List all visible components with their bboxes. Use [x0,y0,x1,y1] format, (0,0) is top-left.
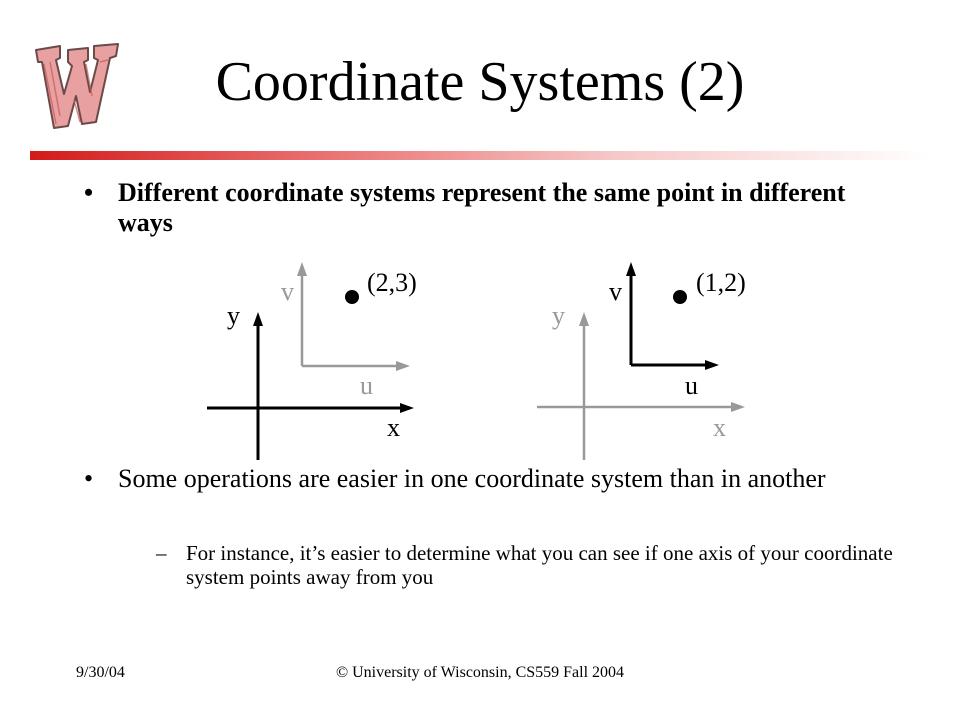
bullet-marker: • [84,178,94,207]
right-diagram [537,262,746,460]
bullet-1-text: Different coordinate systems represent the same point in different ways [118,178,846,237]
sub-bullet-text: For instance, it’s easier to determine what you can see if one axis of your coordinate system points away from you [186,541,893,589]
right-local-u-label: u [685,371,698,400]
bullet-marker: • [84,464,94,493]
footer-date: 9/30/04 [76,664,125,681]
left-world-y-arrow [253,312,263,326]
right-world-x-arrow [731,402,745,412]
right-point-label: (1,2) [696,268,746,297]
left-local-v-label: v [281,277,294,306]
left-world-y-label: y [227,301,240,330]
left-point-marker [345,290,359,304]
left-diagram [207,262,417,460]
right-local-v-arrow [626,262,636,276]
left-point-label: (2,3) [367,268,417,297]
sub-bullet-marker: – [156,541,167,565]
right-local-u-arrow [705,360,719,370]
left-local-u-label: u [360,371,373,400]
slide-title: Coordinate Systems (2) [215,51,745,113]
footer-copyright: © University of Wisconsin, CS559 Fall 2004 [335,664,625,681]
left-world-x-label: x [387,413,400,442]
right-point-marker [673,290,687,304]
right-world-x-label: x [713,413,726,442]
left-local-u-arrow [396,361,410,371]
left-world-x-arrow [400,403,414,413]
right-world-y-arrow [579,312,589,326]
right-local-v-label: v [609,277,622,306]
left-local-v-arrow [297,262,307,276]
right-world-y-label: y [552,301,565,330]
bullet-2-text: Some operations are easier in one coordinate system than in another [118,464,826,493]
